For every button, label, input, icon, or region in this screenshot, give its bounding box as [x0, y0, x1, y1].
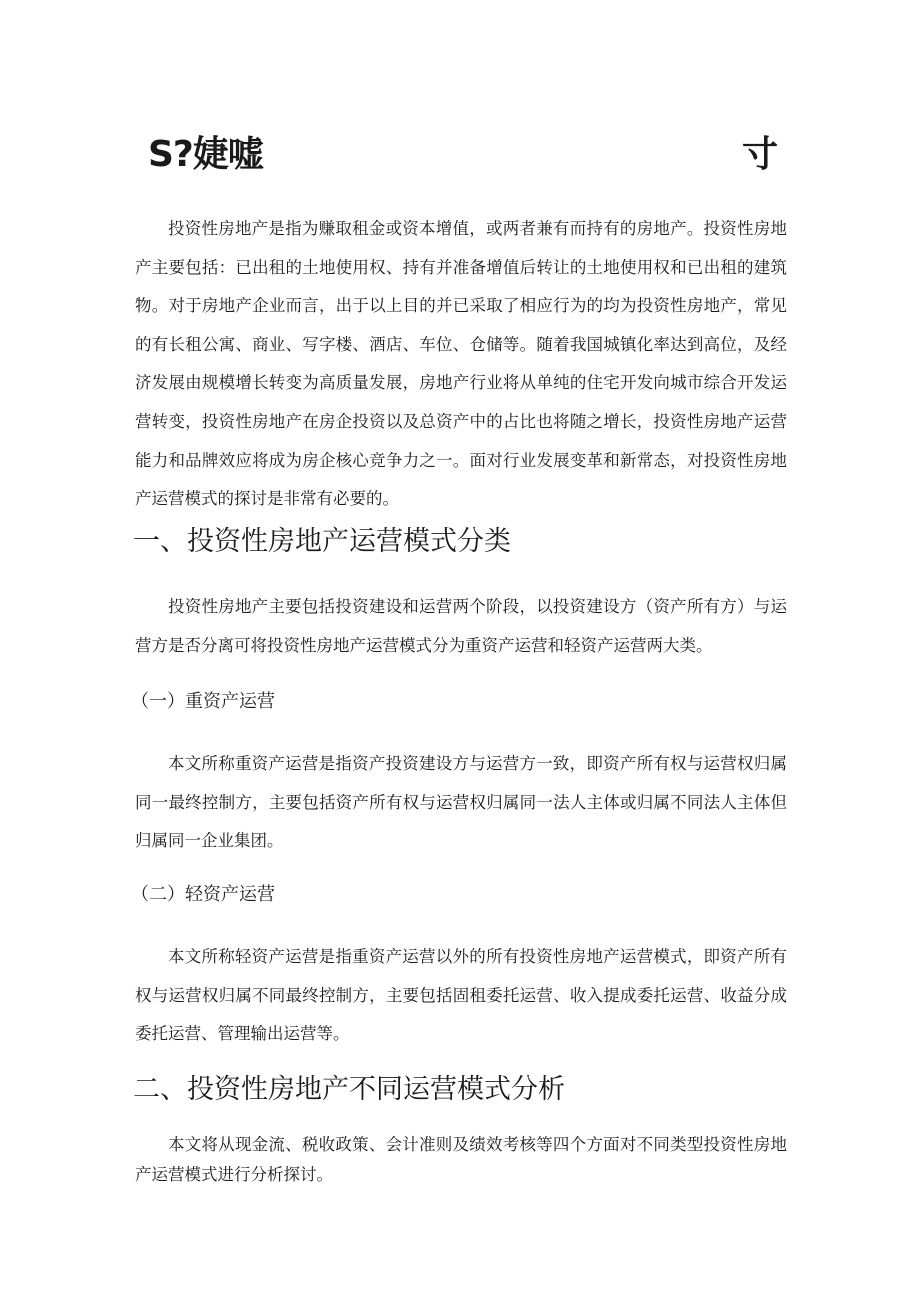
section-2-heading: 二、投资性房地产不同运营模式分析 [133, 1074, 565, 1105]
document-title [148, 128, 778, 182]
title-right-text: 寸 [741, 134, 778, 175]
section-1-paragraph: 投资性房地产主要包括投资建设和运营两个阶段，以投资建设方（资产所有方）与运营方是否分离可将投资性房地产运营模式分为重资产运营和轻资产运营两大类。 [135, 597, 787, 655]
intro-paragraph: 投资性房地产是指为赚取租金或资本增值，或两者兼有而持有的房地产。投资性房地产主要包括：已出租的土地使用权、持有并准备增值后转让的土地使用权和已出租的建筑物。对于房地产企业而言，出于以上目的并已采取了相应行为的均为投资性房地产，常见的有长租公寓、商业、写字楼、酒店、车位、仓储等。随着我国城镇化率达到高位，及经济发展由规模增长转变为高质量发展，房地产行业将从单纯的住宅开发向城市综合开发运营转变，投资性房地产在房企投资以及总资产中的占比也将随之增长，投资性房地产运营能力和品牌效应将成为房企核心竞争力之一。面对行业发展变革和新常态，对投资性房地产运营模式的探讨是非常有必要的。 [135, 219, 787, 509]
section-1-heading: 一、投资性房地产运营模式分类 [133, 526, 511, 557]
subsection-2-paragraph: 本文所称轻资产运营是指重资产运营以外的所有投资性房地产运营模式，即资产所有权与运营权归属不同最终控制方，主要包括固租委托运营、收入提成委托运营、收益分成委托运营、管理输出运营等。 [135, 947, 787, 1044]
subsection-1-paragraph: 本文所称重资产运营是指资产投资建设方与运营方一致，即资产所有权与运营权归属同一最终控制方，主要包括资产所有权与运营权归属同一法人主体或归属不同法人主体但归属同一企业集团。 [135, 754, 787, 851]
subsection-1-heading: （一）重资产运营 [131, 691, 275, 712]
subsection-2-heading: （二）轻资产运营 [131, 884, 275, 905]
title-left-text: S?婕嘘 [148, 134, 263, 175]
section-2-paragraph: 本文将从现金流、税收政策、会计准则及绩效考核等四个方面对不同类型投资性房地产运营模式进行分析探讨。 [135, 1135, 787, 1184]
